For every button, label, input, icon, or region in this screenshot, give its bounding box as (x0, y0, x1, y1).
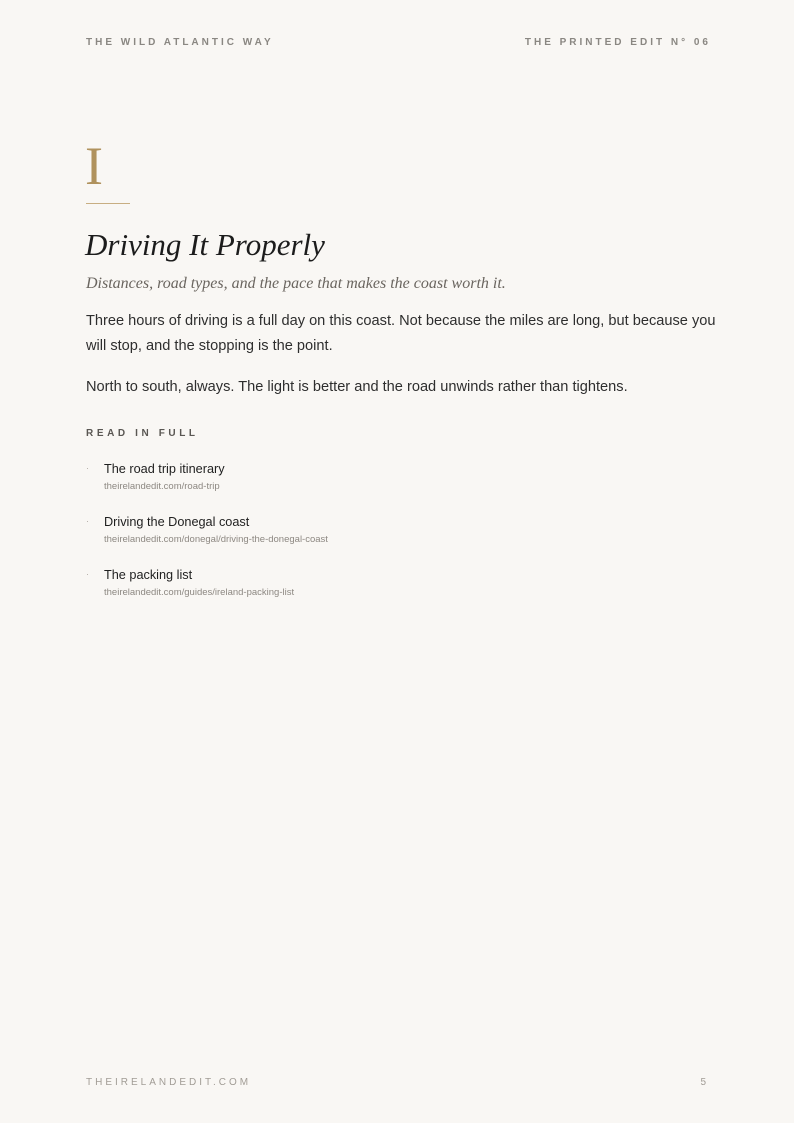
chapter-numeral-rule (86, 203, 130, 204)
body-paragraph: Three hours of driving is a full day on this coast. Not because the miles are long, but because you will stop, and the stopping is the point. (86, 313, 716, 354)
list-item (86, 567, 706, 620)
header-series-title: THE WILD ATLANTIC WAY (86, 37, 274, 48)
chapter-numeral: I (85, 136, 103, 196)
page-number: 5 (700, 1077, 706, 1088)
chapter-title: Driving It Properly (85, 227, 325, 262)
body-paragraph: North to south, always. The light is better and the road unwinds rather than tightens. (86, 379, 628, 395)
bullet-dot-icon: · (86, 569, 89, 579)
read-in-full-heading: READ IN FULL (86, 428, 199, 439)
header-edition-label: THE PRINTED EDIT N° 06 (524, 37, 711, 48)
link-driving-donegal-coast[interactable]: Driving the Donegal coast (104, 515, 250, 529)
link-road-trip-itinerary[interactable]: The road trip itinerary (104, 462, 225, 476)
read-in-full-list (86, 461, 706, 620)
chapter-standfirst: Distances, road types, and the pace that makes the coast worth it. (86, 275, 506, 292)
list-item (86, 514, 706, 567)
link-packing-list[interactable]: The packing list (104, 568, 193, 582)
link-url[interactable]: theirelandedit.com/road-trip (104, 481, 220, 492)
list-item (86, 461, 706, 514)
bullet-dot-icon: · (86, 516, 89, 526)
footer-site-name: THEIRELANDEDIT.COM (86, 1077, 252, 1088)
link-url[interactable]: theirelandedit.com/guides/ireland-packing-list (104, 587, 295, 598)
bullet-dot-icon: · (86, 463, 89, 473)
running-header (86, 37, 711, 48)
link-url[interactable]: theirelandedit.com/donegal/driving-the-donegal-coast (104, 534, 328, 545)
